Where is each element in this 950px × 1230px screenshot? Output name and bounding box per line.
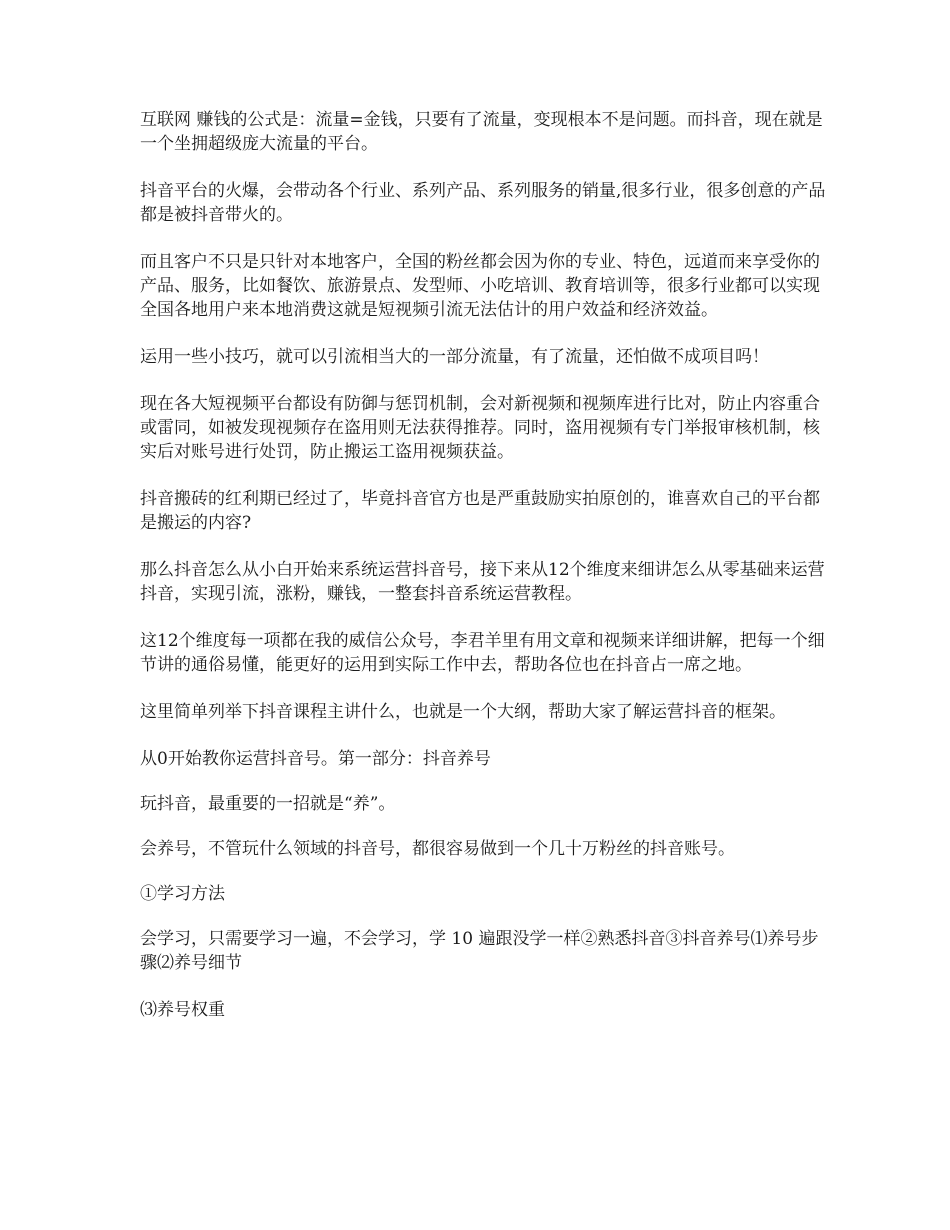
paragraph-12: 会养号，不管玩什么领域的抖音号，都很容易做到一个几十万粉丝的抖音账号。 [140,839,735,859]
paragraph-14: 会学习，只需要学习一遍，不会学习，学 10 遍跟没学一样②熟悉抖音③抖音养号⑴养号步骤⑵养号细节 [140,929,819,973]
paragraph-8: 这12个维度每一项都在我的威信公众号，李君羊里有用文章和视频来详细讲解，把每一个细节讲的通俗易懂，能更好的运用到实际工作中去，帮助各位也在抖音占一席之地。 [140,631,825,675]
paragraph-11: 玩抖音，最重要的一招就是“养”。 [140,794,396,814]
section-heading: 从0开始教你运营抖音号。第一部分：抖音养号 [140,749,491,769]
paragraph-7: 那么抖音怎么从小白开始来系统运营抖音号，接下来从12个维度来细讲怎么从零基础来运营抖音，实现引流，涨粉，赚钱，一整套抖音系统运营教程。 [140,560,825,604]
paragraph-6: 抖音搬砖的红利期已经过了，毕竟抖音官方也是严重鼓励实拍原创的，谁喜欢自己的平台都是搬运的内容? [140,489,820,533]
paragraph-3: 而且客户不只是只针对本地客户，全国的粉丝都会因为你的专业、特色，远道而来享受你的产品、服务，比如餐饮、旅游景点、发型师、小吃培训、教育培训等，很多行业都可以实现全国各地用户来本地消费这就是短视频引流无法估计的用户效益和经济效益。 [140,252,820,320]
paragraph-5: 现在各大短视频平台都设有防御与惩罚机制，会对新视频和视频库进行比对，防止内容重合或雷同，如被发现视频存在盗用则无法获得推荐。同时，盗用视频有专门举报审核机制，核实后对账号进行处罚，防止搬运工盗用视频获益。 [140,394,820,462]
list-item-learning-method: ①学习方法 [140,884,225,904]
paragraph-2: 抖音平台的火爆，会带动各个行业、系列产品、系列服务的销量,很多行业，很多创意的产品都是被抖音带火的。 [140,181,826,225]
paragraph-4: 运用一些小技巧，就可以引流相当大的一部分流量，有了流量，还怕做不成项目吗！ [140,347,769,367]
list-item-weight: ⑶养号权重 [140,1000,225,1020]
document-body [140,108,830,1045]
paragraph-1: 互联网 赚钱的公式是：流量=金钱，只要有了流量，变现根本不是问题。而抖音，现在就是一个坐拥超级庞大流量的平台。 [140,110,823,154]
paragraph-9: 这里简单列举下抖音课程主讲什么，也就是一个大纲，帮助大家了解运营抖音的框架。 [140,702,786,722]
